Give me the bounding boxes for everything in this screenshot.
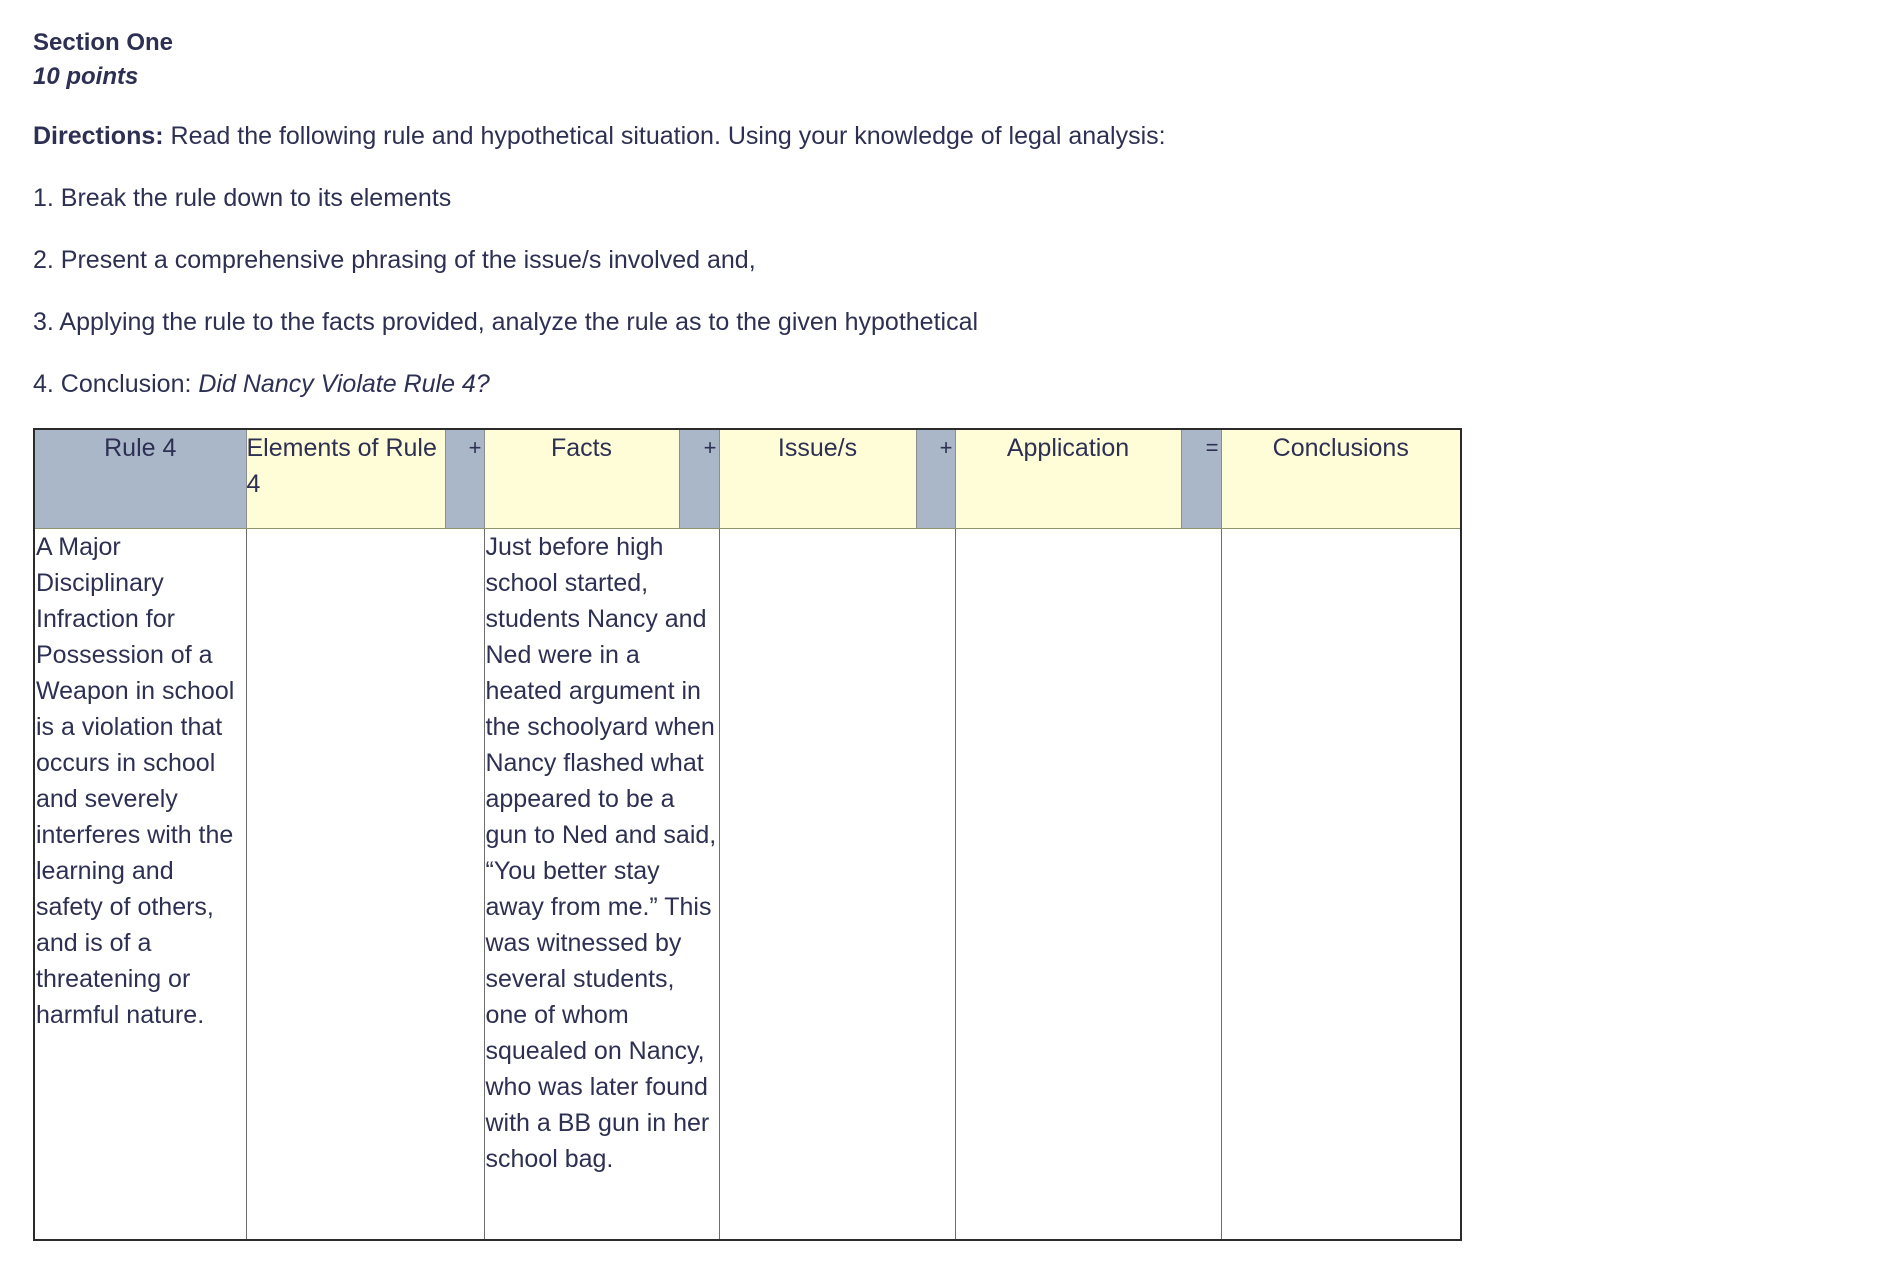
step-4-conclusion bbox=[33, 366, 1533, 402]
header-facts: Facts bbox=[484, 429, 679, 529]
plus-operator-3: + bbox=[916, 429, 955, 529]
section-points: 10 points bbox=[33, 63, 139, 90]
equals-operator: = bbox=[1181, 429, 1221, 529]
plus-operator-2: + bbox=[679, 429, 719, 529]
plus-operator-1: + bbox=[445, 429, 484, 529]
step-1: 1. Break the rule down to its elements bbox=[33, 184, 452, 212]
header-application: Application bbox=[955, 429, 1181, 529]
table-row bbox=[34, 529, 1461, 1241]
legal-analysis-table bbox=[33, 428, 1462, 1241]
facts-text: Just before high school started, students Nancy and Ned were in a heated argument in the schoolyard when Nancy flashed what appeared to be a gun to Ned and said, “You better stay away from me.” This was witnessed by several students, one of whom squealed on Nancy, who was later found with a BB gun in her school bag. bbox=[485, 533, 717, 1173]
cell-rule-text bbox=[34, 529, 246, 1241]
step-2: 2. Present a comprehensive phrasing of the issue/s involved and, bbox=[33, 246, 756, 274]
cell-issues[interactable] bbox=[719, 529, 955, 1241]
cell-facts bbox=[484, 529, 719, 1241]
conclusion-prefix: 4. Conclusion: bbox=[33, 370, 199, 398]
directions-label: Directions: bbox=[33, 122, 164, 150]
rule-text: A Major Disciplinary Infraction for Possession of a Weapon in school is a violation that occurs in school and severely interferes with the learning and safety of others, and is of a threatening or harmful nature. bbox=[36, 533, 235, 1029]
section-title: Section One bbox=[33, 29, 174, 56]
header-elements: Elements of Rule 4 bbox=[246, 429, 445, 529]
directions bbox=[33, 118, 1533, 154]
directions-text: Read the following rule and hypothetical situation. Using your knowledge of legal analysis: bbox=[163, 122, 1166, 150]
worksheet bbox=[33, 26, 1533, 402]
cell-conclusions[interactable] bbox=[1221, 529, 1461, 1241]
header-issues: Issue/s bbox=[719, 429, 916, 529]
table-header-row bbox=[34, 429, 1461, 529]
header-rule: Rule 4 bbox=[34, 429, 246, 529]
header-conclusions: Conclusions bbox=[1221, 429, 1461, 529]
cell-application[interactable] bbox=[955, 529, 1221, 1241]
step-3: 3. Applying the rule to the facts provided, analyze the rule as to the given hypothetical bbox=[33, 308, 979, 336]
cell-elements[interactable] bbox=[246, 529, 484, 1241]
conclusion-question: Did Nancy Violate Rule 4? bbox=[198, 370, 490, 398]
